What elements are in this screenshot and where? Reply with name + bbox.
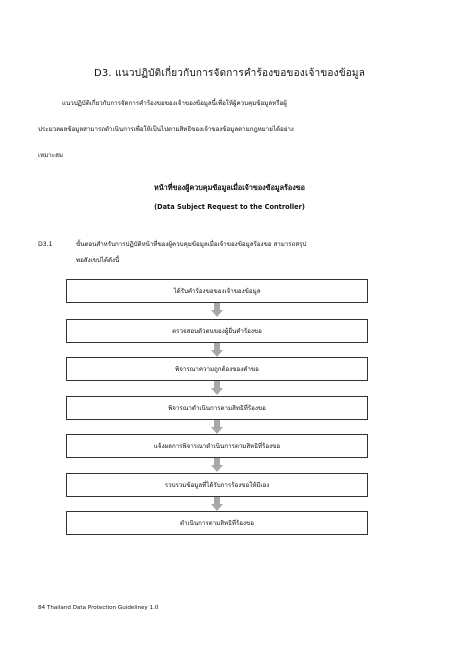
- down-arrow-icon: [211, 458, 223, 472]
- item-line: พอสังเขปได้ดังนี้: [76, 257, 120, 264]
- flow-step-check-validity: พิจารณาความถูกต้องของคำขอ: [66, 357, 368, 381]
- down-arrow-icon: [211, 497, 223, 511]
- down-arrow-icon: [211, 343, 223, 357]
- subheading-thai: หน้าที่ของผู้ควบคุมข้อมูลเมื่อเจ้าของข้อมูลร้องขอ: [154, 183, 305, 192]
- subheading-english: (Data Subject Request to the Controller): [154, 203, 305, 211]
- intro-line: เหมาะสม: [38, 152, 63, 159]
- down-arrow-icon: [211, 303, 223, 317]
- intro-paragraph: [38, 98, 418, 162]
- flow-step-verify-identity: ตรวจสอบตัวตนของผู้ยื่นคำร้องขอ: [66, 319, 368, 343]
- flow-step-collect-data: รวบรวมข้อมูลที่ได้รับการร้องขอให้มีเอง: [66, 473, 368, 497]
- flow-step-consider-action: พิจารณาดำเนินการตามสิทธิที่ร้องขอ: [66, 396, 368, 420]
- down-arrow-icon: [211, 420, 223, 434]
- intro-line: แนวปฏิบัติเกี่ยวกับการจัดการคำร้องขอของเจ้าของข้อมูลนี้เพื่อให้ผู้ควบคุมข้อมูลหรือผู้: [62, 100, 287, 107]
- section-title: D3. แนวปฏิบัติเกี่ยวกับการจัดการคำร้องขอของเจ้าของข้อมูล: [93, 68, 366, 79]
- flow-step-receive-request: ได้รับคำร้องขอของเจ้าของข้อมูล: [66, 279, 368, 303]
- page-footer: 84 Thailand Data Protection Guideliney 1.0: [38, 605, 159, 611]
- item-body: [76, 238, 421, 267]
- item-number: D3.1: [38, 241, 53, 248]
- item-line: ขั้นตอนสำหรับการปฏิบัติหน้าที่ของผู้ควบคุมข้อมูลเมื่อเจ้าของข้อมูลร้องขอ สามารถสรุป: [76, 241, 307, 248]
- down-arrow-icon: [211, 381, 223, 395]
- flow-step-perform-action: ดำเนินการตามสิทธิที่ร้องขอ: [66, 511, 368, 535]
- intro-line: ประมวลผลข้อมูลสามารถดำเนินการเพื่อให้เป็นไปตามสิทธิของเจ้าของข้อมูลตามกฎหมายได้อย่าง: [38, 126, 294, 133]
- flow-step-notify-result: แจ้งผลการพิจารณาดำเนินการตามสิทธิที่ร้องขอ: [66, 434, 368, 458]
